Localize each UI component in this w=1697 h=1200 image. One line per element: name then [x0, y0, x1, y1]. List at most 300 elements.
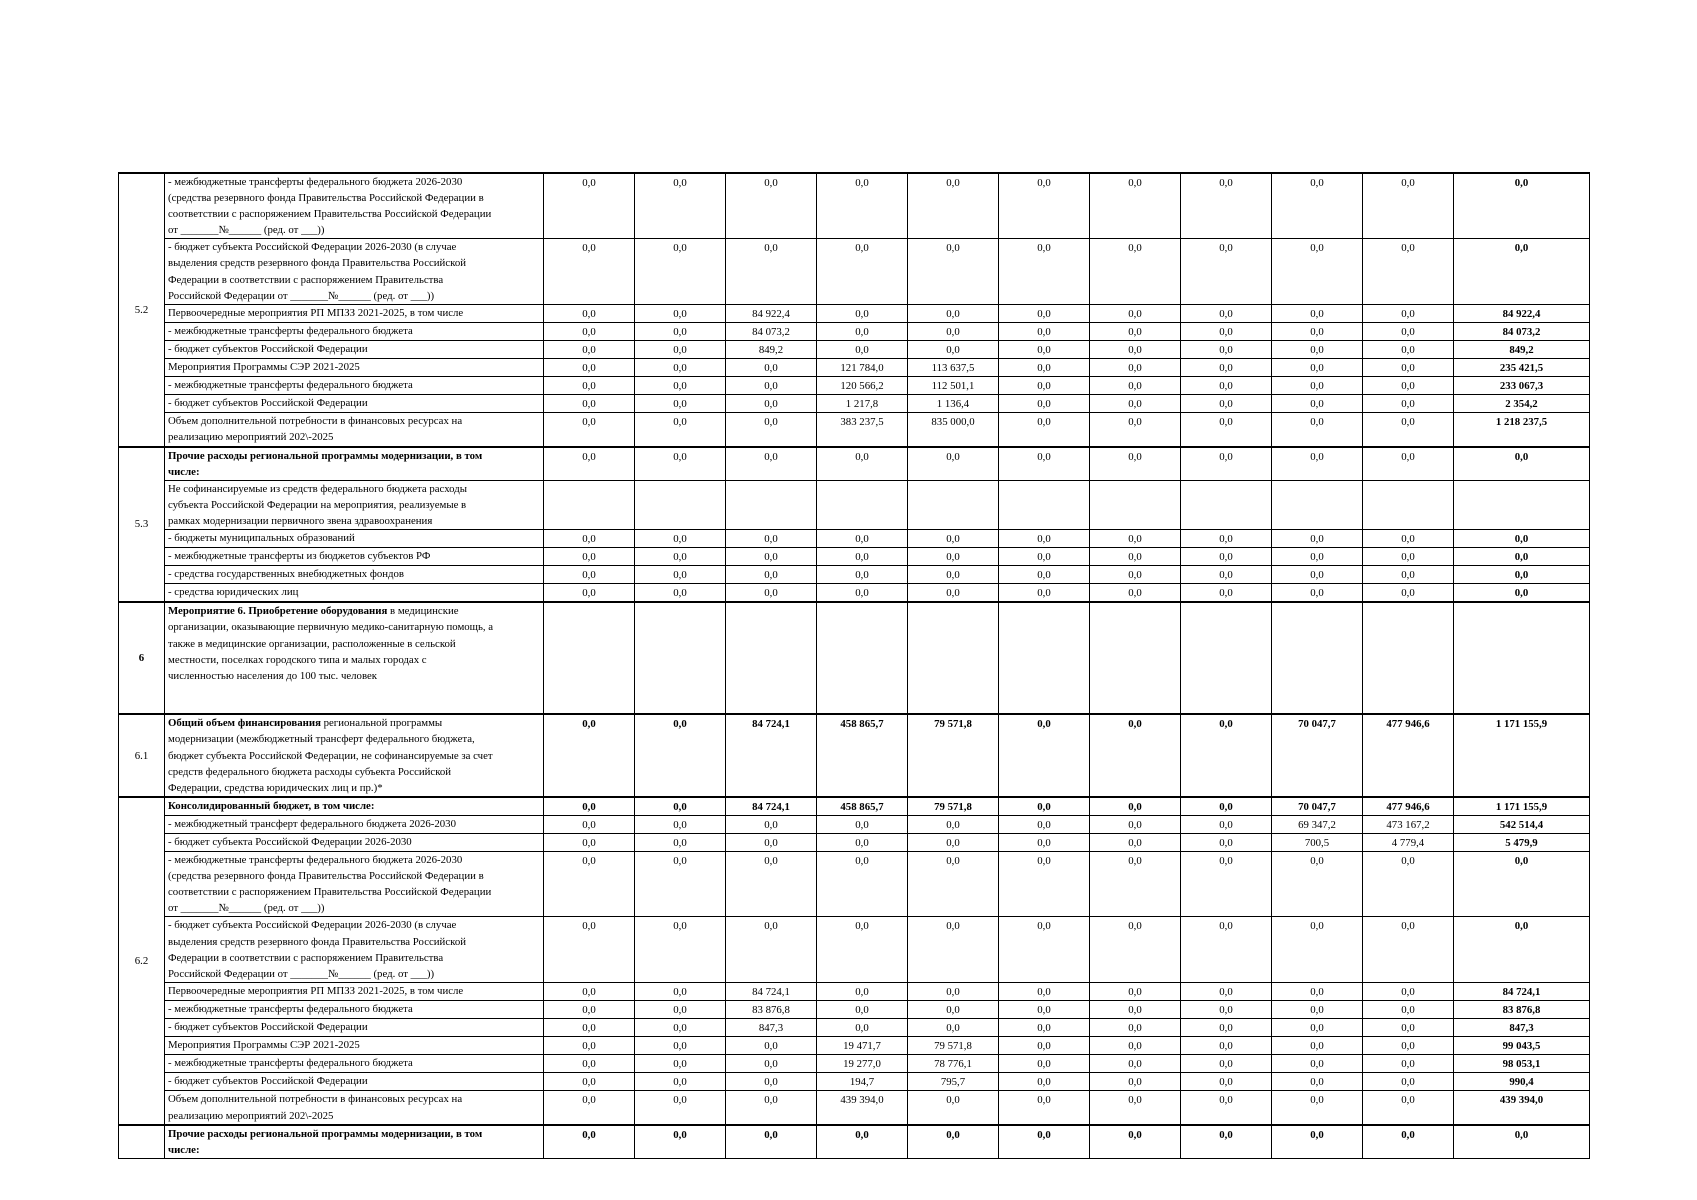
- value-cell: [1363, 480, 1454, 529]
- row-description: [165, 584, 544, 603]
- row-description: [165, 548, 544, 566]
- value-cell: 0,0: [1090, 413, 1181, 447]
- value-cell: 0,0: [817, 834, 908, 852]
- value-cell: [1272, 602, 1363, 714]
- value-cell: [908, 602, 999, 714]
- value-cell: 0,0: [999, 815, 1090, 833]
- value-cell: 0,0: [1181, 566, 1272, 584]
- value-cell: 0,0: [1363, 1019, 1454, 1037]
- total-cell: 0,0: [1454, 173, 1590, 239]
- value-cell: [635, 480, 726, 529]
- row-description-line: модернизации (межбюджетный трансферт федерального бюджета,: [168, 733, 475, 746]
- value-cell: 0,0: [726, 1055, 817, 1073]
- value-cell: 0,0: [1181, 395, 1272, 413]
- row-description: [165, 834, 544, 852]
- value-cell: 0,0: [1181, 834, 1272, 852]
- row-description-line: - средства государственных внебюджетных фондов: [168, 568, 405, 581]
- value-cell: 0,0: [1090, 852, 1181, 917]
- value-cell: 0,0: [1181, 1037, 1272, 1055]
- value-cell: 0,0: [1090, 395, 1181, 413]
- value-cell: 0,0: [1272, 566, 1363, 584]
- table-row: [119, 797, 1590, 816]
- value-cell: [544, 480, 635, 529]
- row-description-line: региональной программы: [320, 717, 443, 730]
- table-row: [119, 815, 1590, 833]
- value-cell: 0,0: [1090, 1055, 1181, 1073]
- value-cell: 0,0: [817, 304, 908, 322]
- table-row: [119, 340, 1590, 358]
- row-description-line: соответствии с распоряжением Правительства Российской Федерации: [168, 208, 492, 221]
- value-cell: 0,0: [1090, 377, 1181, 395]
- row-description: [165, 815, 544, 833]
- value-cell: 0,0: [817, 1125, 908, 1159]
- table-row: [119, 239, 1590, 304]
- table-row: [119, 1019, 1590, 1037]
- value-cell: 0,0: [1090, 173, 1181, 239]
- value-cell: 0,0: [908, 852, 999, 917]
- value-cell: 0,0: [1363, 359, 1454, 377]
- row-description-line: Мероприятия Программы СЭР 2021-2025: [168, 1039, 360, 1052]
- value-cell: 0,0: [999, 852, 1090, 917]
- value-cell: 0,0: [635, 852, 726, 917]
- value-cell: 0,0: [544, 852, 635, 917]
- row-description-line: Российской Федерации от _______№______ (ред. от ___)): [168, 289, 435, 302]
- value-cell: 0,0: [908, 304, 999, 322]
- row-description-line: численностью населения до 100 тыс. человек: [168, 669, 378, 682]
- financing-table-page: [118, 172, 1590, 1159]
- value-cell: 0,0: [1090, 1019, 1181, 1037]
- total-cell: 235 421,5: [1454, 359, 1590, 377]
- total-cell: 0,0: [1454, 917, 1590, 982]
- value-cell: 0,0: [1363, 566, 1454, 584]
- value-cell: 0,0: [999, 239, 1090, 304]
- value-cell: 84 724,1: [726, 982, 817, 1000]
- row-description: [165, 1055, 544, 1073]
- value-cell: 0,0: [1090, 447, 1181, 481]
- value-cell: 0,0: [635, 584, 726, 603]
- table-row: [119, 304, 1590, 322]
- value-cell: 0,0: [1272, 917, 1363, 982]
- total-cell: 84 922,4: [1454, 304, 1590, 322]
- value-cell: 0,0: [1181, 1091, 1272, 1125]
- value-cell: 79 571,8: [908, 1037, 999, 1055]
- value-cell: 0,0: [544, 797, 635, 816]
- value-cell: 0,0: [999, 322, 1090, 340]
- row-description: [165, 413, 544, 447]
- value-cell: 0,0: [635, 340, 726, 358]
- row-description: [165, 1037, 544, 1055]
- value-cell: 0,0: [1090, 566, 1181, 584]
- value-cell: 0,0: [1181, 1019, 1272, 1037]
- row-description-line: - бюджеты муниципальных образований: [168, 531, 355, 544]
- value-cell: 0,0: [635, 239, 726, 304]
- row-description-line: Федерации в соответствии с распоряжением Правительства: [168, 951, 444, 964]
- row-description-line: - межбюджетные трансферты федерального бюджета 2026-2030: [168, 176, 463, 188]
- value-cell: 0,0: [817, 982, 908, 1000]
- total-cell: 0,0: [1454, 529, 1590, 547]
- value-cell: 0,0: [817, 852, 908, 917]
- value-cell: 0,0: [1363, 917, 1454, 982]
- value-cell: 0,0: [1181, 917, 1272, 982]
- value-cell: 0,0: [544, 395, 635, 413]
- value-cell: 473 167,2: [1363, 815, 1454, 833]
- row-description-line: - межбюджетные трансферты федерального бюджета: [168, 1002, 413, 1015]
- table-row: [119, 602, 1590, 714]
- value-cell: 0,0: [1181, 173, 1272, 239]
- value-cell: 0,0: [1272, 1000, 1363, 1018]
- total-cell: 849,2: [1454, 340, 1590, 358]
- value-cell: 69 347,2: [1272, 815, 1363, 833]
- value-cell: 0,0: [1363, 529, 1454, 547]
- value-cell: 0,0: [908, 1000, 999, 1018]
- row-description: [165, 239, 544, 304]
- row-description: [165, 602, 544, 714]
- value-cell: 0,0: [1272, 322, 1363, 340]
- total-cell: 98 053,1: [1454, 1055, 1590, 1073]
- total-cell: 2 354,2: [1454, 395, 1590, 413]
- value-cell: 0,0: [726, 529, 817, 547]
- total-cell: 0,0: [1454, 548, 1590, 566]
- value-cell: 0,0: [1272, 447, 1363, 481]
- value-cell: 84 724,1: [726, 797, 817, 816]
- value-cell: 0,0: [1363, 1125, 1454, 1159]
- table-row: [119, 359, 1590, 377]
- total-cell: 0,0: [1454, 239, 1590, 304]
- value-cell: 0,0: [1363, 173, 1454, 239]
- value-cell: 0,0: [544, 447, 635, 481]
- value-cell: 0,0: [544, 815, 635, 833]
- row-description-lead: Мероприятие 6. Приобретение оборудования: [168, 605, 388, 618]
- row-description-line: местности, поселках городского типа и малых городах с: [168, 653, 427, 666]
- row-description-line: Объем дополнительной потребности в финансовых ресурсах на: [168, 1093, 463, 1106]
- value-cell: 194,7: [817, 1073, 908, 1091]
- row-description-line: рамках модернизации первичного звена здравоохранения: [168, 514, 433, 527]
- row-description-line: - межбюджетный трансферт федерального бюджета 2026-2030: [168, 817, 456, 830]
- row-description-line: субъекта Российской Федерации на мероприятия, реализуемые в: [168, 498, 467, 511]
- row-description-line: организации, оказывающие первичную медико-санитарную помощь, а: [168, 621, 494, 634]
- value-cell: 0,0: [544, 413, 635, 447]
- value-cell: 0,0: [1181, 322, 1272, 340]
- value-cell: 795,7: [908, 1073, 999, 1091]
- value-cell: 0,0: [908, 239, 999, 304]
- value-cell: 0,0: [726, 395, 817, 413]
- value-cell: 0,0: [635, 714, 726, 796]
- row-description: [165, 1091, 544, 1125]
- row-description-line: - межбюджетные трансферты федерального бюджета: [168, 1057, 413, 1070]
- value-cell: 0,0: [635, 917, 726, 982]
- value-cell: [1090, 480, 1181, 529]
- value-cell: 0,0: [726, 239, 817, 304]
- value-cell: 0,0: [817, 529, 908, 547]
- value-cell: 0,0: [1090, 359, 1181, 377]
- value-cell: 0,0: [1363, 239, 1454, 304]
- row-description: [165, 359, 544, 377]
- value-cell: 79 571,8: [908, 797, 999, 816]
- table-row: [119, 852, 1590, 917]
- value-cell: 0,0: [1272, 395, 1363, 413]
- total-cell: 83 876,8: [1454, 1000, 1590, 1018]
- value-cell: 70 047,7: [1272, 714, 1363, 796]
- value-cell: [999, 602, 1090, 714]
- value-cell: 0,0: [999, 834, 1090, 852]
- row-description-line: реализацию мероприятий 202\-2025: [168, 431, 334, 444]
- row-description-lead: Общий объем финансирования: [168, 717, 321, 730]
- row-description-line: - бюджет субъекта Российской Федерации 2026-2030 (в случае: [168, 919, 457, 932]
- row-description-line: числе:: [168, 465, 200, 478]
- total-cell: 233 067,3: [1454, 377, 1590, 395]
- row-description-line: в медицинские: [387, 605, 459, 618]
- value-cell: 0,0: [1363, 852, 1454, 917]
- value-cell: 0,0: [908, 322, 999, 340]
- value-cell: 0,0: [1181, 714, 1272, 796]
- value-cell: [1090, 602, 1181, 714]
- value-cell: 0,0: [1181, 1073, 1272, 1091]
- value-cell: [1181, 480, 1272, 529]
- total-cell: 1 171 155,9: [1454, 797, 1590, 816]
- section-number: 5.3: [119, 447, 165, 603]
- value-cell: 0,0: [1181, 529, 1272, 547]
- value-cell: 0,0: [999, 1037, 1090, 1055]
- value-cell: 0,0: [1363, 1055, 1454, 1073]
- row-description: [165, 982, 544, 1000]
- total-cell: 0,0: [1454, 566, 1590, 584]
- value-cell: 0,0: [908, 1019, 999, 1037]
- row-description-line: Федерации в соответствии с распоряжением Правительства: [168, 273, 444, 286]
- value-cell: 0,0: [1363, 548, 1454, 566]
- value-cell: 847,3: [726, 1019, 817, 1037]
- value-cell: 0,0: [1090, 1037, 1181, 1055]
- section-number: [119, 1125, 165, 1159]
- row-description-line: средств федерального бюджета расходы субъекта Российской: [168, 765, 452, 778]
- row-description: [165, 304, 544, 322]
- value-cell: 0,0: [1181, 982, 1272, 1000]
- row-description-line: (средства резервного фонда Правительства Российской Федерации в: [168, 192, 484, 205]
- total-cell: 99 043,5: [1454, 1037, 1590, 1055]
- value-cell: 0,0: [1272, 529, 1363, 547]
- value-cell: 0,0: [1363, 413, 1454, 447]
- table-row: [119, 548, 1590, 566]
- value-cell: 0,0: [726, 377, 817, 395]
- value-cell: 0,0: [908, 173, 999, 239]
- value-cell: 0,0: [544, 982, 635, 1000]
- value-cell: 0,0: [1272, 1073, 1363, 1091]
- total-cell: 1 218 237,5: [1454, 413, 1590, 447]
- row-description-line: выделения средств резервного фонда Правительства Российской: [168, 257, 466, 270]
- value-cell: 0,0: [1272, 377, 1363, 395]
- financing-table: [118, 172, 1590, 1159]
- value-cell: 0,0: [1090, 584, 1181, 603]
- row-description-line: от _______№______ (ред. от ___)): [168, 224, 325, 237]
- value-cell: 0,0: [544, 304, 635, 322]
- row-description-line: (средства резервного фонда Правительства Российской Федерации в: [168, 870, 484, 883]
- value-cell: 0,0: [1363, 395, 1454, 413]
- row-description: [165, 566, 544, 584]
- value-cell: [1363, 602, 1454, 714]
- value-cell: [726, 602, 817, 714]
- row-description: [165, 714, 544, 796]
- value-cell: 0,0: [1090, 1000, 1181, 1018]
- value-cell: 0,0: [726, 1073, 817, 1091]
- value-cell: 0,0: [817, 548, 908, 566]
- row-description: [165, 1019, 544, 1037]
- value-cell: 0,0: [1363, 584, 1454, 603]
- value-cell: 0,0: [817, 1000, 908, 1018]
- section-number: 5.2: [119, 173, 165, 447]
- value-cell: [635, 602, 726, 714]
- value-cell: [1181, 602, 1272, 714]
- total-cell: 0,0: [1454, 1125, 1590, 1159]
- total-cell: 0,0: [1454, 584, 1590, 603]
- row-description-line: Консолидированный бюджет, в том числе:: [168, 799, 375, 812]
- value-cell: 0,0: [726, 584, 817, 603]
- row-description: [165, 377, 544, 395]
- table-row: [119, 173, 1590, 239]
- value-cell: 0,0: [999, 1073, 1090, 1091]
- value-cell: 0,0: [1363, 1091, 1454, 1125]
- value-cell: 0,0: [544, 173, 635, 239]
- total-cell: [1454, 602, 1590, 714]
- total-cell: 0,0: [1454, 447, 1590, 481]
- value-cell: 0,0: [635, 413, 726, 447]
- value-cell: 0,0: [726, 413, 817, 447]
- value-cell: 0,0: [635, 359, 726, 377]
- value-cell: 0,0: [544, 529, 635, 547]
- value-cell: 0,0: [1272, 239, 1363, 304]
- value-cell: 113 637,5: [908, 359, 999, 377]
- value-cell: 458 865,7: [817, 797, 908, 816]
- row-description-line: соответствии с распоряжением Правительства Российской Федерации: [168, 886, 492, 899]
- value-cell: 0,0: [635, 797, 726, 816]
- value-cell: 0,0: [1090, 815, 1181, 833]
- value-cell: 0,0: [544, 1125, 635, 1159]
- value-cell: 0,0: [726, 173, 817, 239]
- value-cell: [999, 480, 1090, 529]
- value-cell: 0,0: [544, 834, 635, 852]
- value-cell: 0,0: [635, 566, 726, 584]
- table-row: [119, 1000, 1590, 1018]
- value-cell: 0,0: [635, 322, 726, 340]
- value-cell: 0,0: [635, 395, 726, 413]
- value-cell: 0,0: [1272, 1125, 1363, 1159]
- value-cell: 0,0: [999, 584, 1090, 603]
- section-number: 6: [119, 602, 165, 714]
- value-cell: 0,0: [999, 377, 1090, 395]
- row-description-line: Объем дополнительной потребности в финансовых ресурсах на: [168, 415, 463, 428]
- value-cell: 78 776,1: [908, 1055, 999, 1073]
- value-cell: 0,0: [1181, 1125, 1272, 1159]
- value-cell: 0,0: [544, 714, 635, 796]
- value-cell: 835 000,0: [908, 413, 999, 447]
- row-description-line: - бюджет субъекта Российской Федерации 2026-2030 (в случае: [168, 241, 457, 254]
- value-cell: 0,0: [817, 322, 908, 340]
- value-cell: 0,0: [544, 239, 635, 304]
- value-cell: 0,0: [908, 529, 999, 547]
- value-cell: 0,0: [1272, 173, 1363, 239]
- row-description: [165, 797, 544, 816]
- value-cell: 0,0: [908, 584, 999, 603]
- table-row: [119, 584, 1590, 603]
- value-cell: 0,0: [635, 447, 726, 481]
- value-cell: 112 501,1: [908, 377, 999, 395]
- value-cell: 0,0: [1272, 548, 1363, 566]
- row-description: [165, 480, 544, 529]
- value-cell: 0,0: [726, 548, 817, 566]
- value-cell: 0,0: [1272, 1037, 1363, 1055]
- value-cell: 19 471,7: [817, 1037, 908, 1055]
- row-description-line: Российской Федерации от _______№______ (ред. от ___)): [168, 967, 435, 980]
- value-cell: 383 237,5: [817, 413, 908, 447]
- row-description-line: - бюджет субъекта Российской Федерации 2026-2030: [168, 836, 412, 848]
- value-cell: 0,0: [908, 834, 999, 852]
- value-cell: 0,0: [999, 917, 1090, 982]
- row-description-line: - межбюджетные трансферты федерального бюджета 2026-2030: [168, 854, 463, 867]
- value-cell: 0,0: [817, 566, 908, 584]
- value-cell: 0,0: [544, 1073, 635, 1091]
- row-description-line: - межбюджетные трансферты федерального бюджета: [168, 324, 413, 337]
- value-cell: 0,0: [635, 1019, 726, 1037]
- value-cell: 0,0: [817, 815, 908, 833]
- value-cell: 0,0: [726, 1125, 817, 1159]
- table-row: [119, 1073, 1590, 1091]
- total-cell: 84 724,1: [1454, 982, 1590, 1000]
- row-description-line: - бюджет субъектов Российской Федерации: [168, 397, 368, 410]
- value-cell: 0,0: [999, 447, 1090, 481]
- value-cell: 0,0: [1181, 340, 1272, 358]
- row-description-line: - межбюджетные трансферты из бюджетов субъектов РФ: [168, 550, 431, 563]
- value-cell: 0,0: [1181, 304, 1272, 322]
- value-cell: 0,0: [999, 982, 1090, 1000]
- value-cell: 0,0: [1181, 1055, 1272, 1073]
- value-cell: 0,0: [1181, 1000, 1272, 1018]
- row-description: [165, 1125, 544, 1159]
- value-cell: 0,0: [726, 1091, 817, 1125]
- table-row: [119, 413, 1590, 447]
- value-cell: 0,0: [544, 1019, 635, 1037]
- value-cell: [817, 480, 908, 529]
- value-cell: 0,0: [1090, 304, 1181, 322]
- value-cell: 0,0: [817, 1019, 908, 1037]
- total-cell: 542 514,4: [1454, 815, 1590, 833]
- row-description-line: также в медицинские организации, расположенные в сельской: [168, 637, 456, 650]
- table-row: [119, 1091, 1590, 1125]
- value-cell: [1272, 480, 1363, 529]
- value-cell: 70 047,7: [1272, 797, 1363, 816]
- value-cell: 0,0: [726, 834, 817, 852]
- value-cell: 0,0: [999, 714, 1090, 796]
- value-cell: 0,0: [1272, 584, 1363, 603]
- value-cell: 0,0: [635, 1073, 726, 1091]
- value-cell: 0,0: [1181, 413, 1272, 447]
- row-description-line: бюджет субъекта Российской Федерации, не софинансируемые за счет: [168, 749, 493, 762]
- value-cell: 0,0: [999, 1055, 1090, 1073]
- value-cell: 477 946,6: [1363, 714, 1454, 796]
- value-cell: 0,0: [817, 584, 908, 603]
- row-description-line: реализацию мероприятий 202\-2025: [168, 1109, 334, 1122]
- total-cell: 439 394,0: [1454, 1091, 1590, 1125]
- row-description: [165, 447, 544, 481]
- value-cell: 0,0: [635, 982, 726, 1000]
- row-description-line: числе:: [168, 1143, 200, 1156]
- value-cell: 0,0: [1363, 322, 1454, 340]
- value-cell: 0,0: [1272, 1019, 1363, 1037]
- value-cell: 0,0: [544, 1055, 635, 1073]
- value-cell: 0,0: [1363, 1000, 1454, 1018]
- value-cell: [726, 480, 817, 529]
- value-cell: 0,0: [1181, 852, 1272, 917]
- value-cell: 83 876,8: [726, 1000, 817, 1018]
- value-cell: 0,0: [908, 340, 999, 358]
- value-cell: 0,0: [544, 1000, 635, 1018]
